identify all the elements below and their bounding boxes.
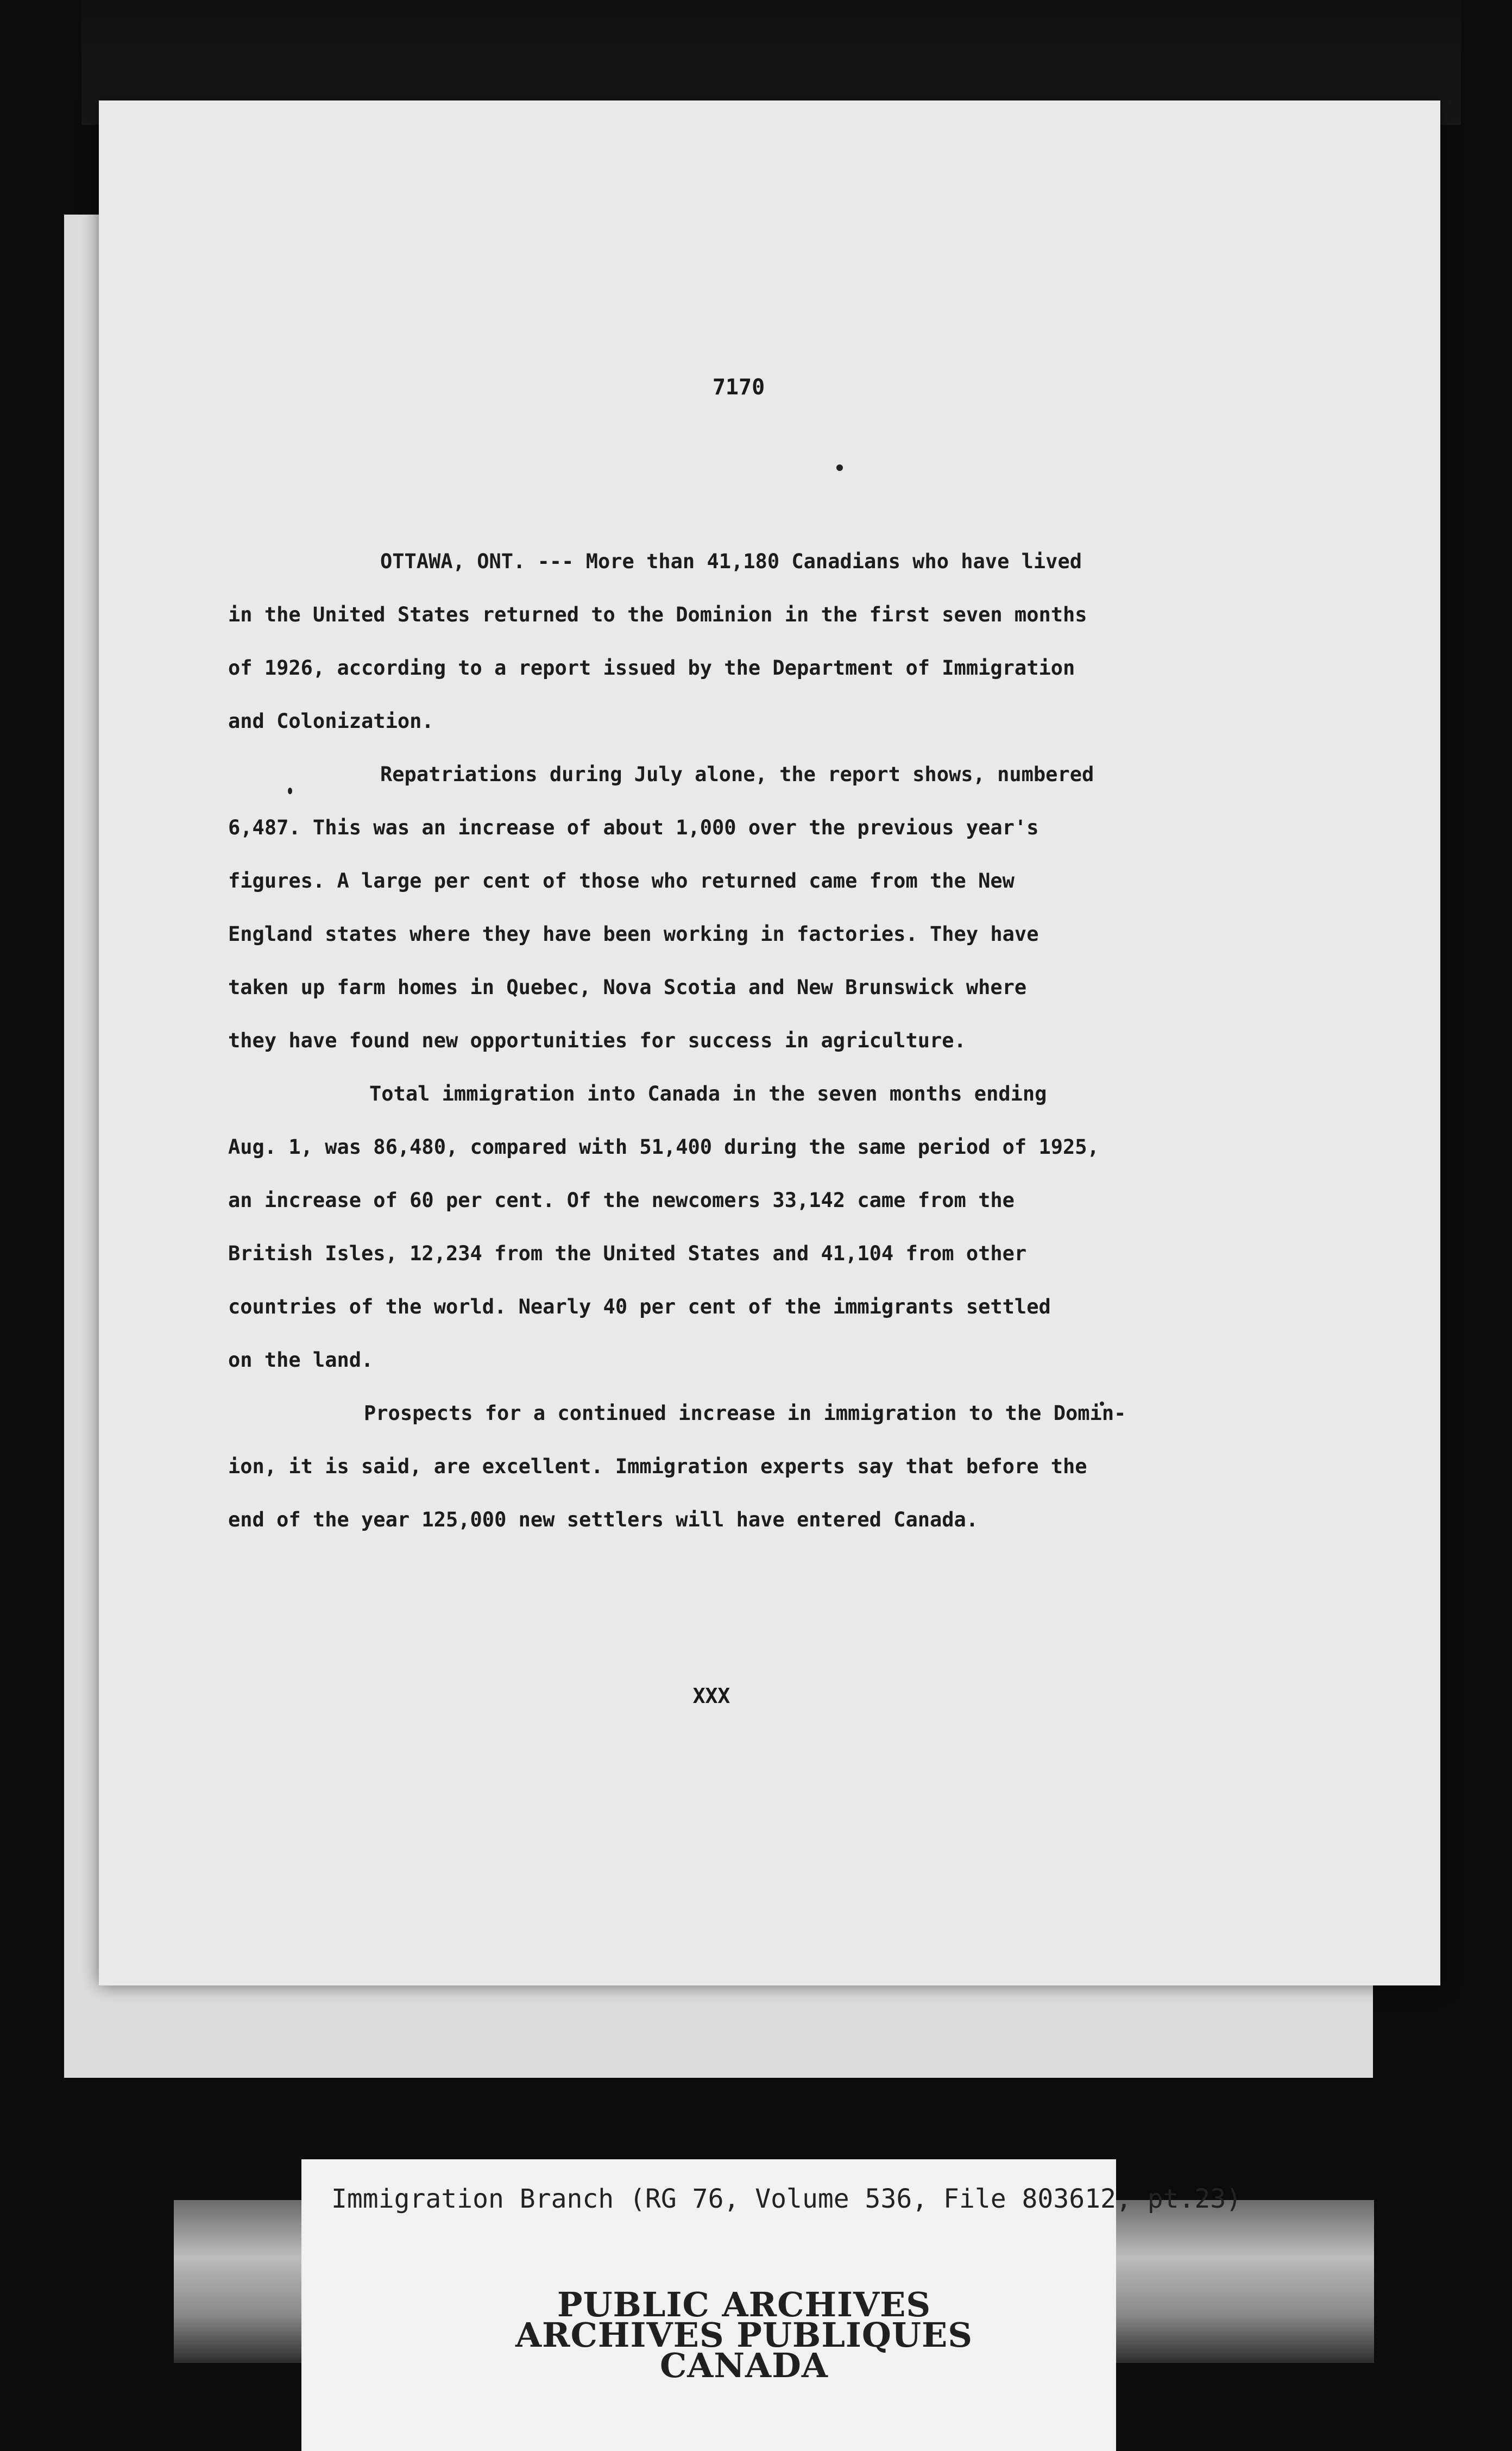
stamp-line: CANADA	[659, 2346, 829, 2385]
text-line: ion, it is said, are excellent. Immigration experts say that before the	[228, 1455, 1087, 1478]
text-line: Aug. 1, was 86,480, compared with 51,400 during the same period of 1925,	[228, 1135, 1099, 1159]
text-line: 6,487. This was an increase of about 1,000 over the previous year's	[228, 816, 1039, 839]
text-line: and Colonization.	[228, 709, 434, 733]
archive-citation: Immigration Branch (RG 76, Volume 536, File 803612, pt.23)	[331, 2184, 1242, 2214]
text-line: OTTAWA, ONT. --- More than 41,180 Canadians who have lived	[380, 550, 1082, 573]
page-number: 7170	[712, 375, 765, 400]
text-line: in the United States returned to the Dominion in the first seven months	[228, 603, 1087, 626]
ink-speck	[836, 464, 843, 471]
paragraph	[228, 1067, 1249, 1387]
text-line: an increase of 60 per cent. Of the newcomers 33,142 came from the	[228, 1189, 1015, 1212]
paragraph	[228, 535, 1249, 748]
paragraph	[228, 1387, 1249, 1547]
text-line: figures. A large per cent of those who returned came from the New	[228, 869, 1015, 893]
text-line: England states where they have been working in factories. They have	[228, 922, 1039, 946]
end-mark: XXX	[692, 1684, 730, 1708]
text-line: British Isles, 12,234 from the United States and 41,104 from other	[228, 1242, 1027, 1265]
text-line: Total immigration into Canada in the seven months ending	[369, 1082, 1047, 1105]
document-body	[228, 535, 1249, 1547]
archives-stamp	[500, 2285, 988, 2385]
text-line: they have found new opportunities for success in agriculture.	[228, 1029, 966, 1052]
text-line: Prospects for a continued increase in immigration to the Domin-	[364, 1402, 1126, 1425]
text-line: countries of the world. Nearly 40 per cent of the immigrants settled	[228, 1295, 1051, 1318]
stamp-line: PUBLIC ARCHIVES	[557, 2285, 931, 2324]
text-line: on the land.	[228, 1348, 374, 1372]
paragraph	[228, 748, 1249, 1067]
text-line: Repatriations during July alone, the report shows, numbered	[380, 763, 1094, 786]
text-line: taken up farm homes in Quebec, Nova Scotia and New Brunswick where	[228, 976, 1027, 999]
text-line: end of the year 125,000 new settlers will have entered Canada.	[228, 1508, 979, 1531]
text-line: of 1926, according to a report issued by the Department of Immigration	[228, 656, 1075, 680]
stamp-line: ARCHIVES PUBLIQUES	[515, 2315, 973, 2355]
